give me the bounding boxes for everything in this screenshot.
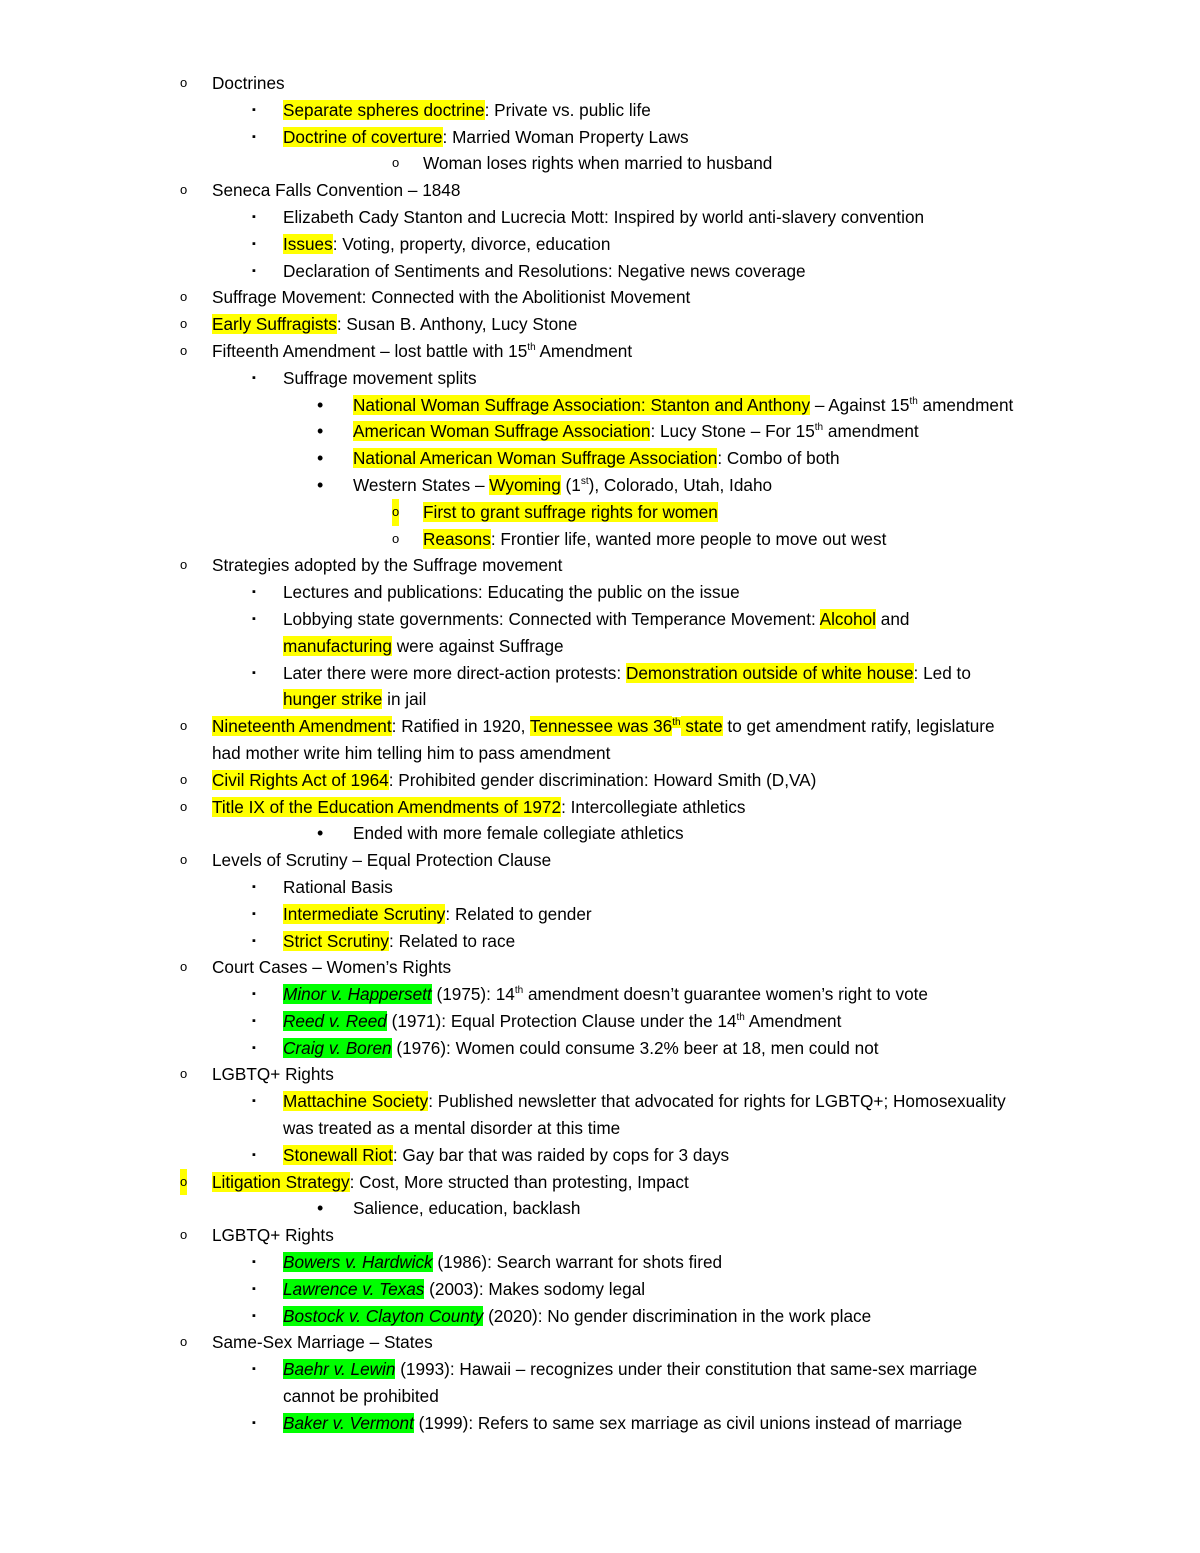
- outline-line: [0, 820, 1200, 847]
- line-text: [283, 579, 740, 606]
- text-run: Court Cases – Women’s Rights: [212, 957, 452, 978]
- text-run: : Intercollegiate athletics: [561, 796, 746, 817]
- text-run: and: [876, 608, 910, 629]
- line-text: [353, 1195, 580, 1222]
- line-text: [212, 767, 816, 794]
- notes-document: [0, 70, 1200, 1437]
- outline-line: [0, 660, 1200, 687]
- line-text: [283, 633, 564, 660]
- circle-bullet-icon: o: [180, 1169, 187, 1196]
- circle-bullet-icon: o: [180, 718, 188, 734]
- court-case-name: Lawrence v. Texas: [283, 1278, 425, 1299]
- text-run: Levels of Scrutiny – Equal Protection Clause: [212, 850, 552, 871]
- text-run: (2020): No gender discrimination in the work place: [483, 1305, 872, 1326]
- circle-bullet-icon: o: [392, 530, 400, 546]
- outline-line: [0, 901, 1200, 928]
- outline-line: [0, 794, 1200, 821]
- court-case-name: Craig v. Boren: [283, 1037, 392, 1058]
- square-bullet-icon: ▪: [252, 237, 256, 250]
- line-text: [283, 1410, 962, 1437]
- highlighted-term: Early Suffragists: [212, 314, 337, 335]
- highlighted-term: state: [680, 716, 723, 737]
- text-run: Later there were more direct-action protests:: [283, 662, 626, 683]
- text-run: : Ratified in 1920,: [391, 716, 530, 737]
- highlighted-term: Civil Rights Act of 1964: [212, 769, 389, 790]
- text-run: : Susan B. Anthony, Lucy Stone: [336, 314, 578, 335]
- line-text: [283, 1303, 871, 1330]
- outline-line: [0, 874, 1200, 901]
- square-bullet-icon: ▪: [252, 586, 256, 599]
- text-run: : Prohibited gender discrimination: Howard Smith (D,VA): [388, 769, 817, 790]
- line-text: [353, 472, 772, 499]
- square-bullet-icon: ▪: [252, 1309, 256, 1322]
- outline-line: [0, 1303, 1200, 1330]
- outline-line: [0, 552, 1200, 579]
- square-bullet-icon: ▪: [252, 1363, 256, 1376]
- highlighted-term: Nineteenth Amendment: [212, 716, 392, 737]
- square-bullet-icon: ▪: [252, 907, 256, 920]
- line-text: [212, 1222, 334, 1249]
- line-text: [353, 820, 684, 847]
- text-run: Lobbying state governments: Connected with Temperance Movement:: [283, 608, 820, 629]
- text-run: Fifteenth Amendment – lost battle with 15: [212, 340, 528, 361]
- highlighted-term: Strict Scrutiny: [283, 930, 390, 951]
- line-text: [283, 124, 689, 151]
- outline-line: [0, 1169, 1200, 1196]
- line-text: [283, 1142, 729, 1169]
- line-text: [423, 526, 886, 553]
- outline-line: [0, 1329, 1200, 1356]
- text-run: (1993): Hawaii – recognizes under their constitution that same-sex marriage: [395, 1359, 978, 1380]
- text-run: amendment: [823, 421, 919, 442]
- highlighted-term: Litigation Strategy: [212, 1171, 350, 1192]
- text-run: Rational Basis: [283, 876, 393, 897]
- square-bullet-icon: ▪: [252, 1014, 256, 1027]
- text-run: Doctrines: [212, 73, 285, 93]
- text-run: : Led to: [913, 662, 971, 683]
- line-text: [283, 97, 651, 124]
- line-text: [283, 1008, 841, 1035]
- text-run: : Published newsletter that advocated for rights for LGBTQ+; Homosexuality: [428, 1091, 1006, 1112]
- text-run: amendment doesn’t guarantee women’s right to vote: [523, 984, 928, 1005]
- circle-bullet-icon: o: [392, 499, 399, 526]
- line-text: [283, 660, 971, 687]
- circle-bullet-icon: o: [392, 155, 400, 171]
- line-text: [283, 1035, 879, 1062]
- outline-line: [0, 686, 1200, 713]
- highlighted-term: National American Woman Suffrage Association: [353, 448, 718, 469]
- square-bullet-icon: ▪: [252, 130, 256, 143]
- circle-bullet-icon: o: [180, 289, 188, 305]
- court-case-name: Baker v. Vermont: [283, 1412, 414, 1433]
- text-run: Woman loses rights when married to husband: [423, 153, 773, 174]
- text-run: to get amendment ratify, legislature: [722, 716, 995, 737]
- text-run: (2003): Makes sodomy legal: [424, 1278, 646, 1299]
- outline-line: [0, 526, 1200, 553]
- text-run: cannot be prohibited: [283, 1386, 439, 1407]
- line-text: [283, 204, 924, 231]
- text-run: (1986): Search warrant for shots fired: [432, 1252, 723, 1273]
- outline-line: [0, 847, 1200, 874]
- line-text: [283, 686, 426, 713]
- text-run: had mother write him telling him to pass amendment: [212, 742, 611, 763]
- text-run: : Voting, property, divorce, education: [332, 233, 611, 254]
- text-run: Same-Sex Marriage – States: [212, 1332, 433, 1353]
- text-run: (1: [560, 474, 581, 495]
- line-text: [212, 338, 632, 365]
- circle-bullet-icon: o: [180, 798, 188, 814]
- line-text: [212, 1329, 433, 1356]
- text-run: : Related to gender: [445, 903, 592, 924]
- outline-line: [0, 579, 1200, 606]
- outline-line: [0, 928, 1200, 955]
- text-run: : Gay bar that was raided by cops for 3 days: [392, 1144, 730, 1165]
- outline-line: [0, 311, 1200, 338]
- line-text: [212, 1061, 334, 1088]
- superscript: st: [580, 475, 589, 487]
- text-run: : Private vs. public life: [484, 99, 651, 120]
- text-run: Amendment: [535, 340, 633, 361]
- line-text: [212, 794, 745, 821]
- outline-line: [0, 954, 1200, 981]
- line-text: [212, 1169, 689, 1196]
- outline-line: [0, 1061, 1200, 1088]
- superscript: th: [814, 422, 824, 434]
- text-run: Suffrage movement splits: [283, 367, 477, 388]
- outline-line: [0, 606, 1200, 633]
- court-case-name: Bowers v. Hardwick: [283, 1252, 433, 1273]
- outline-line: [0, 767, 1200, 794]
- text-run: Lectures and publications: Educating the public on the issue: [283, 582, 740, 603]
- square-bullet-icon: ▪: [252, 612, 256, 625]
- line-text: [283, 928, 515, 955]
- text-run: – Against 15: [810, 394, 910, 415]
- text-run: Elizabeth Cady Stanton and Lucrecia Mott: Inspired by world anti-slavery convention: [283, 206, 925, 227]
- circle-bullet-icon: o: [180, 182, 188, 198]
- text-run: amendment: [917, 394, 1014, 415]
- highlighted-term: Title IX of the Education Amendments of 1972: [212, 796, 562, 817]
- outline-line: [0, 1142, 1200, 1169]
- text-run: : Lucy Stone – For 15: [650, 421, 815, 442]
- circle-bullet-icon: o: [180, 342, 188, 358]
- line-text: [283, 258, 806, 285]
- highlighted-term: American Woman Suffrage Association: [353, 421, 651, 442]
- line-text: [283, 606, 909, 633]
- square-bullet-icon: ▪: [252, 880, 256, 893]
- text-run: (1971): Equal Protection Clause under the 14: [386, 1010, 737, 1031]
- court-case-name: Minor v. Happersett: [283, 984, 432, 1005]
- circle-bullet-icon: o: [180, 1334, 188, 1350]
- outline-line: [0, 418, 1200, 445]
- outline-line: [0, 1088, 1200, 1115]
- circle-bullet-icon: o: [180, 316, 188, 332]
- outline-line: [0, 150, 1200, 177]
- line-text: [283, 901, 592, 928]
- text-run: Strategies adopted by the Suffrage movement: [212, 555, 563, 576]
- line-text: [423, 150, 772, 177]
- text-run: : Related to race: [389, 930, 516, 951]
- outline-line: [0, 365, 1200, 392]
- square-bullet-icon: ▪: [252, 666, 256, 679]
- dot-bullet-icon: •: [317, 474, 324, 495]
- text-run: Western States –: [353, 474, 490, 495]
- line-text: [283, 1115, 620, 1142]
- outline-line: [0, 392, 1200, 419]
- highlighted-term: Issues: [283, 233, 333, 254]
- text-run: : Cost, More structed than protesting, Impact: [349, 1171, 689, 1192]
- outline-line: [0, 633, 1200, 660]
- text-run: : Combo of both: [717, 448, 840, 469]
- circle-bullet-icon: o: [180, 75, 188, 90]
- text-run: Ended with more female collegiate athletics: [353, 823, 684, 844]
- highlighted-term: Mattachine Society: [283, 1091, 429, 1112]
- line-text: [283, 1356, 977, 1383]
- line-text: [283, 1249, 722, 1276]
- highlighted-term: Intermediate Scrutiny: [283, 903, 446, 924]
- superscript: th: [672, 717, 681, 729]
- text-run: (1976): Women could consume 3.2% beer at 18, men could not: [391, 1037, 879, 1058]
- circle-bullet-icon: o: [180, 1227, 188, 1243]
- outline-line: [0, 258, 1200, 285]
- square-bullet-icon: ▪: [252, 1416, 256, 1429]
- text-run: Suffrage Movement: Connected with the Abolitionist Movement: [212, 287, 691, 308]
- line-text: [423, 499, 718, 526]
- superscript: th: [909, 395, 918, 407]
- square-bullet-icon: ▪: [252, 371, 256, 384]
- outline-line: [0, 70, 1200, 97]
- outline-line: [0, 1008, 1200, 1035]
- highlighted-term: Separate spheres doctrine: [283, 99, 485, 120]
- outline-line: [0, 713, 1200, 740]
- dot-bullet-icon: •: [317, 421, 324, 442]
- square-bullet-icon: ▪: [252, 210, 256, 223]
- circle-bullet-icon: o: [180, 771, 188, 787]
- line-text: [283, 981, 928, 1008]
- text-run: Amendment: [744, 1010, 842, 1031]
- square-bullet-icon: ▪: [252, 934, 256, 947]
- dot-bullet-icon: •: [317, 448, 324, 469]
- highlighted-term: Alcohol: [819, 608, 876, 629]
- line-text: [283, 1383, 439, 1410]
- outline-line: [0, 1222, 1200, 1249]
- outline-line: [0, 284, 1200, 311]
- outline-line: [0, 204, 1200, 231]
- line-text: [283, 1276, 645, 1303]
- square-bullet-icon: ▪: [252, 264, 256, 277]
- court-case-name: Reed v. Reed: [283, 1010, 387, 1031]
- square-bullet-icon: ▪: [252, 1282, 256, 1295]
- line-text: [283, 1088, 1006, 1115]
- text-run: (1975): 14: [431, 984, 515, 1005]
- square-bullet-icon: ▪: [252, 1095, 256, 1108]
- court-case-name: Bostock v. Clayton County: [283, 1305, 484, 1326]
- outline-line: [0, 1195, 1200, 1222]
- highlighted-term: Doctrine of coverture: [283, 126, 443, 147]
- line-text: [212, 552, 562, 579]
- outline-line: [0, 499, 1200, 526]
- outline-line: [0, 338, 1200, 365]
- text-run: LGBTQ+ Rights: [212, 1225, 334, 1246]
- line-text: [283, 231, 610, 258]
- highlighted-term: Demonstration outside of white house: [625, 662, 914, 683]
- text-run: was treated as a mental disorder at this time: [283, 1118, 621, 1139]
- highlighted-term: Stonewall Riot: [283, 1144, 393, 1165]
- dot-bullet-icon: •: [317, 1198, 324, 1219]
- outline-line: [0, 177, 1200, 204]
- line-text: [212, 954, 451, 981]
- highlighted-term: Tennessee was 36: [529, 716, 673, 737]
- superscript: th: [514, 985, 524, 997]
- text-run: ), Colorado, Utah, Idaho: [588, 474, 773, 495]
- line-text: [212, 70, 285, 97]
- line-text: [353, 445, 840, 472]
- circle-bullet-icon: o: [180, 1066, 188, 1082]
- outline-line: [0, 1383, 1200, 1410]
- square-bullet-icon: ▪: [252, 988, 256, 1001]
- line-text: [212, 177, 460, 204]
- highlighted-term: First to grant suffrage rights for women: [423, 501, 718, 522]
- outline-line: [0, 981, 1200, 1008]
- text-run: : Married Woman Property Laws: [442, 126, 689, 147]
- circle-bullet-icon: o: [180, 959, 188, 975]
- square-bullet-icon: ▪: [252, 1256, 256, 1269]
- text-run: : Frontier life, wanted more people to move out west: [490, 528, 887, 549]
- outline-line: [0, 1356, 1200, 1383]
- outline-line: [0, 1249, 1200, 1276]
- outline-line: [0, 1115, 1200, 1142]
- circle-bullet-icon: o: [180, 852, 188, 868]
- line-text: [353, 418, 919, 445]
- text-run: LGBTQ+ Rights: [212, 1064, 334, 1085]
- outline-line: [0, 231, 1200, 258]
- outline-line: [0, 472, 1200, 499]
- line-text: [212, 713, 995, 740]
- highlighted-term: Reasons: [423, 528, 491, 549]
- text-run: were against Suffrage: [391, 635, 564, 656]
- square-bullet-icon: ▪: [252, 1041, 256, 1054]
- superscript: th: [736, 1011, 745, 1023]
- superscript: th: [527, 341, 536, 353]
- square-bullet-icon: ▪: [252, 1148, 256, 1161]
- text-run: in jail: [382, 689, 427, 710]
- line-text: [212, 284, 690, 311]
- circle-bullet-icon: o: [180, 557, 188, 573]
- line-text: [212, 740, 610, 767]
- court-case-name: Baehr v. Lewin: [283, 1359, 396, 1380]
- dot-bullet-icon: •: [317, 394, 324, 415]
- highlighted-term: National Woman Suffrage Association: Stanton and Anthony: [353, 394, 811, 415]
- line-text: [212, 847, 551, 874]
- outline-line: [0, 1410, 1200, 1437]
- highlighted-term: Wyoming: [489, 474, 561, 495]
- outline-line: [0, 124, 1200, 151]
- highlighted-term: hunger strike: [283, 689, 383, 710]
- highlighted-term: manufacturing: [283, 635, 392, 656]
- line-text: [283, 874, 393, 901]
- text-run: Salience, education, backlash: [353, 1198, 581, 1219]
- line-text: [283, 365, 477, 392]
- line-text: [212, 311, 577, 338]
- outline-line: [0, 97, 1200, 124]
- outline-line: [0, 1035, 1200, 1062]
- dot-bullet-icon: •: [317, 823, 324, 844]
- text-run: Declaration of Sentiments and Resolutions: Negative news coverage: [283, 260, 806, 281]
- square-bullet-icon: ▪: [252, 103, 256, 116]
- outline-line: [0, 740, 1200, 767]
- text-run: (1999): Refers to same sex marriage as civil unions instead of marriage: [413, 1412, 963, 1433]
- outline-line: [0, 1276, 1200, 1303]
- outline-line: [0, 445, 1200, 472]
- line-text: [353, 392, 1013, 419]
- text-run: Seneca Falls Convention – 1848: [212, 180, 461, 201]
